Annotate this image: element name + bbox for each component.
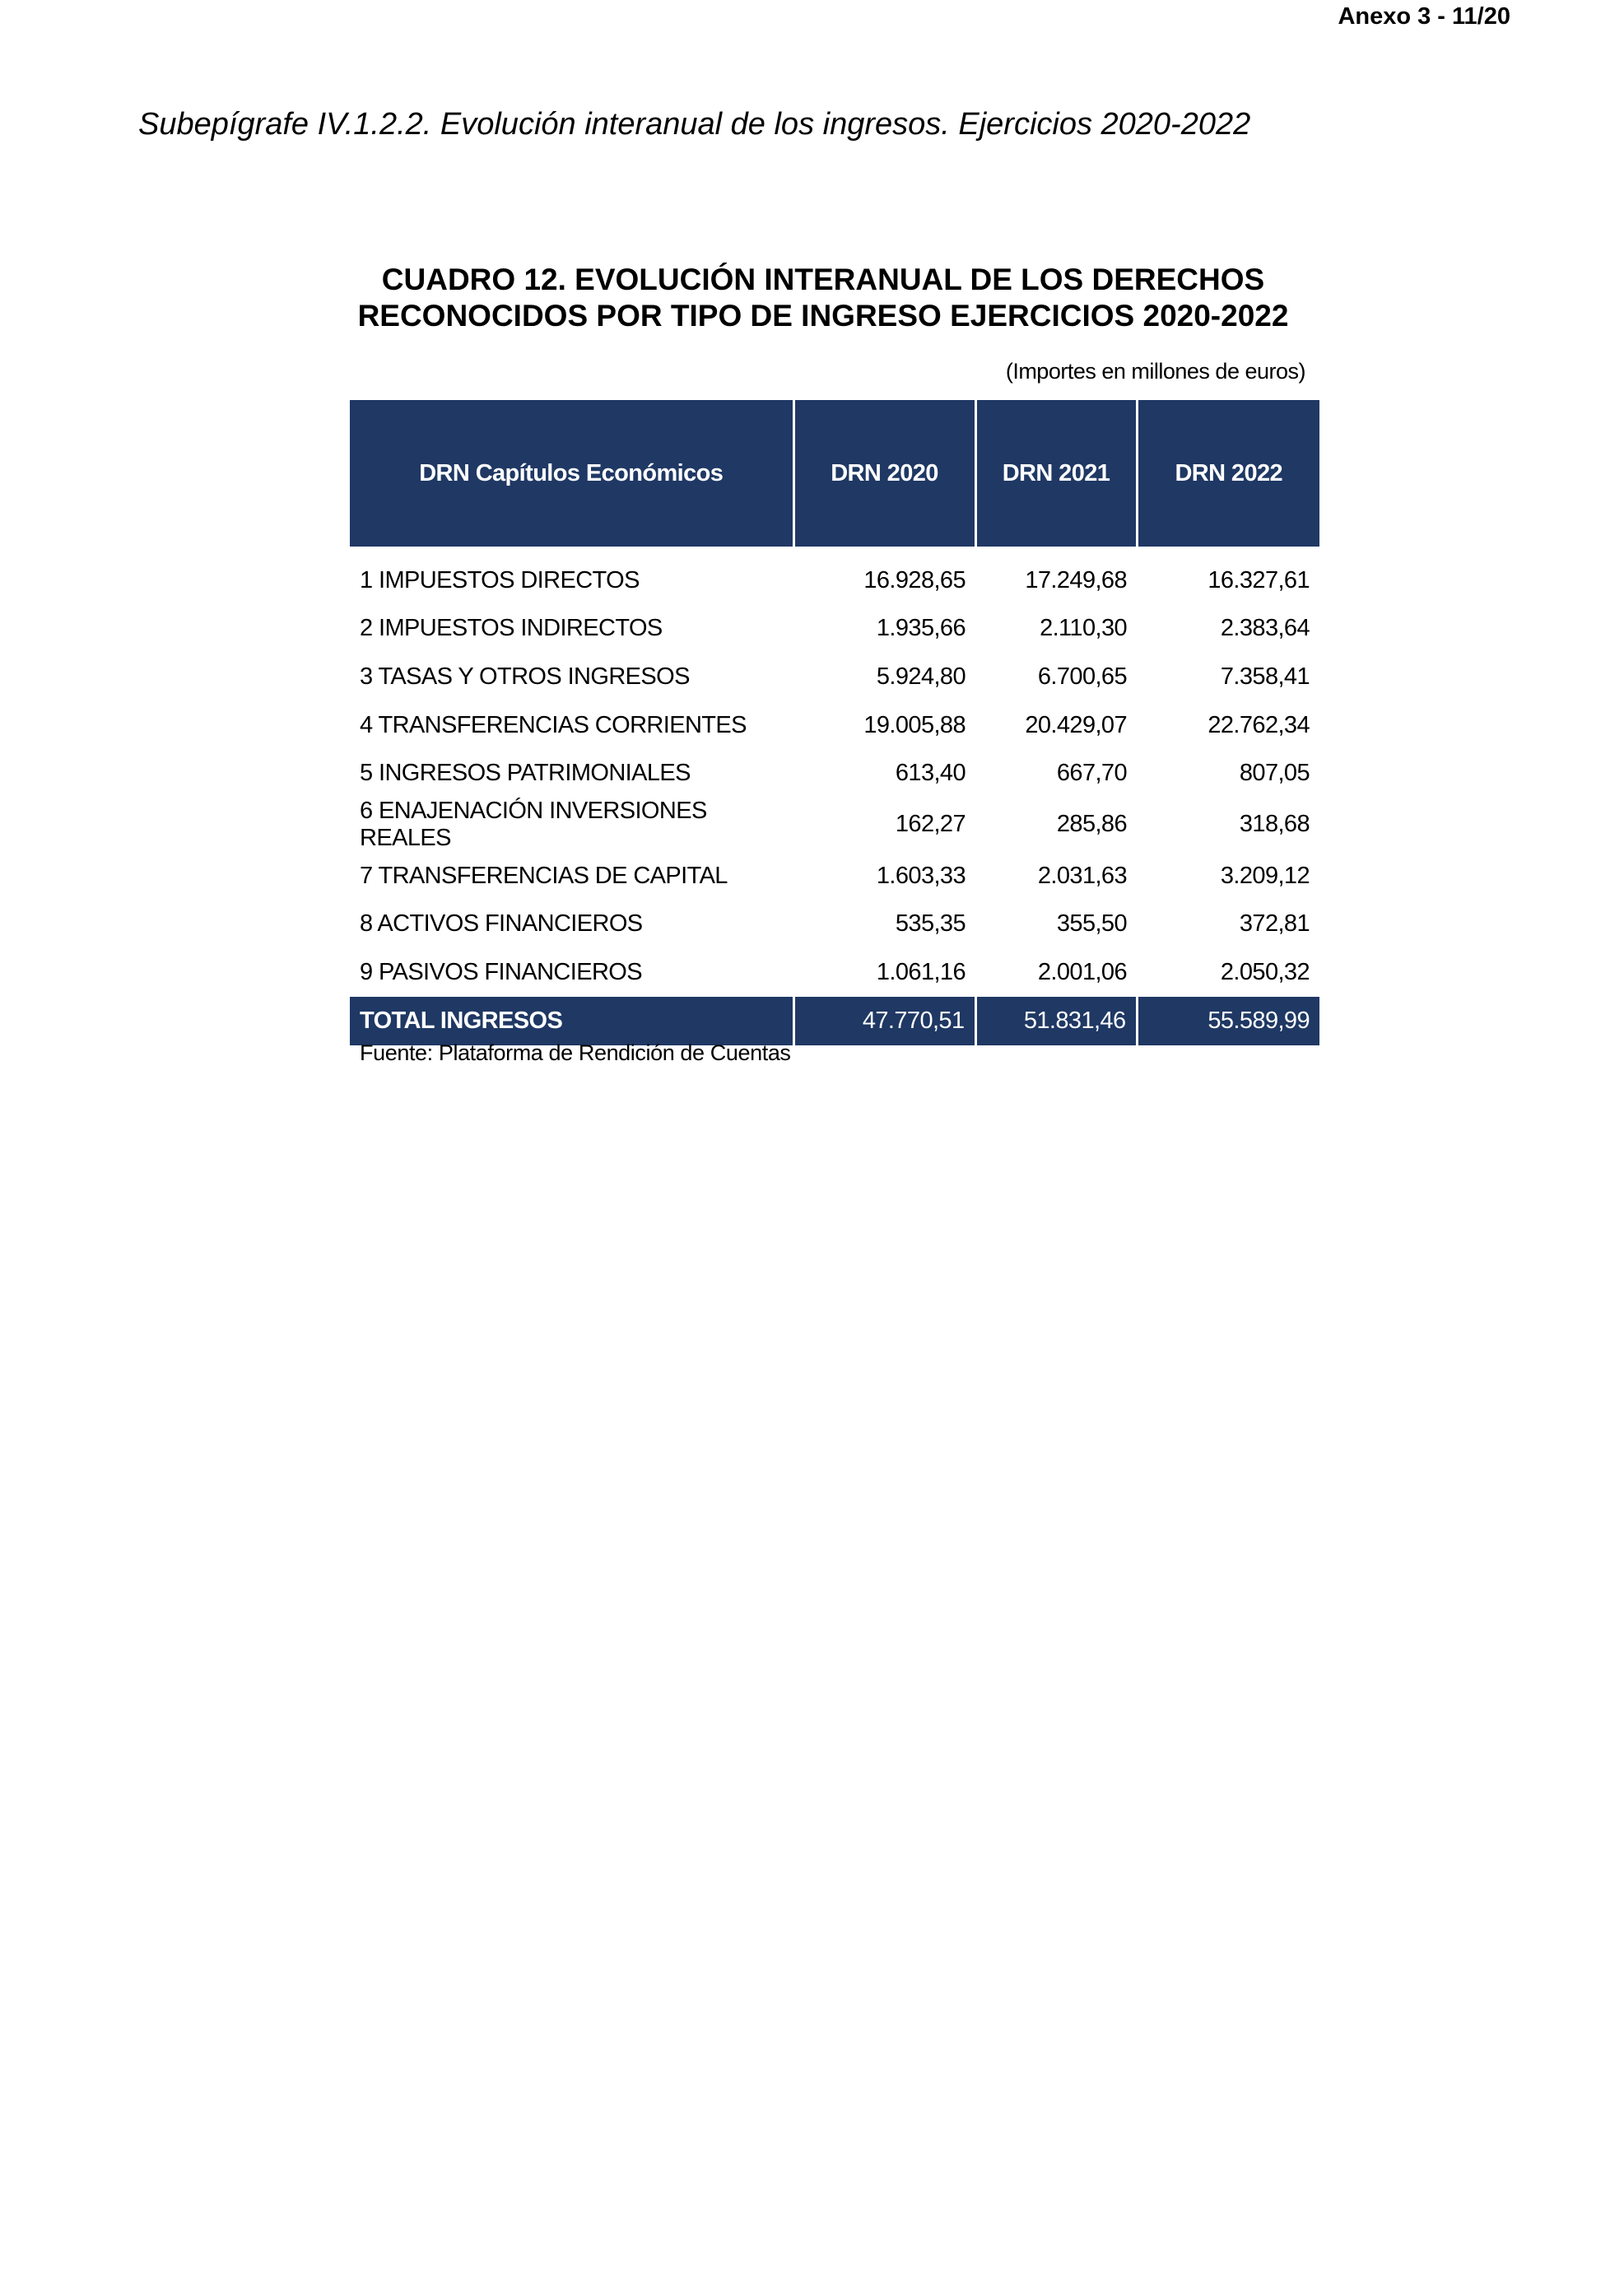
row-value-cell: 535,35	[895, 910, 966, 938]
header-chapter: DRN Capítulos Económicos	[350, 400, 793, 547]
row-value-cell: 7.358,41	[1220, 663, 1310, 690]
table-row	[350, 798, 1319, 852]
row-value-cell: 1.935,66	[876, 615, 966, 642]
total-value-cell: 51.831,46	[975, 997, 1137, 1045]
table-header-row	[350, 400, 1319, 547]
table-title-line-1: CUADRO 12. EVOLUCIÓN INTERANUAL DE LOS DERECHOS	[381, 263, 1265, 296]
row-chapter-cell: 4 TRANSFERENCIAS CORRIENTES	[360, 711, 747, 738]
total-row	[350, 997, 1319, 1045]
row-value-cell: 2.050,32	[1220, 958, 1310, 985]
total-label-cell: TOTAL INGRESOS	[350, 997, 793, 1045]
table-body	[350, 547, 1319, 1045]
table-title-line-2: RECONOCIDOS POR TIPO DE INGRESO EJERCICIOS 2020-2022	[357, 299, 1289, 333]
table-row	[350, 701, 1319, 750]
row-value-cell: 162,27	[895, 811, 966, 838]
row-value-cell: 285,86	[1056, 811, 1127, 838]
row-value-cell: 16.928,65	[863, 566, 966, 593]
table-row	[350, 605, 1319, 654]
row-value-cell: 355,50	[1056, 910, 1127, 938]
row-value-cell: 372,81	[1239, 910, 1310, 938]
row-chapter-cell: 1 IMPUESTOS DIRECTOS	[360, 566, 640, 593]
total-value-cell: 55.589,99	[1137, 997, 1319, 1045]
row-chapter-cell: 3 TASAS Y OTROS INGRESOS	[360, 663, 690, 690]
table-row	[350, 556, 1319, 605]
table-row	[350, 901, 1319, 949]
table-row	[350, 852, 1319, 901]
row-value-cell: 17.249,68	[1025, 566, 1127, 593]
row-chapter-cell: 8 ACTIVOS FINANCIEROS	[360, 910, 643, 938]
row-value-cell: 2.001,06	[1037, 958, 1127, 985]
row-value-cell: 318,68	[1239, 811, 1310, 838]
table-title	[329, 262, 1317, 334]
section-subheading: Subepígrafe IV.1.2.2. Evolución interanual de los ingresos. Ejercicios 2020-2022	[138, 107, 1251, 142]
row-value-cell: 2.383,64	[1220, 615, 1310, 642]
row-value-cell: 20.429,07	[1025, 711, 1127, 738]
spacer-cell	[350, 547, 1319, 556]
row-value-cell: 5.924,80	[876, 663, 966, 690]
row-chapter-cell: 5 INGRESOS PATRIMONIALES	[360, 760, 691, 787]
units-note: (Importes en millones de euros)	[1005, 359, 1305, 384]
row-value-cell: 19.005,88	[863, 711, 966, 738]
row-value-cell: 6.700,65	[1037, 663, 1127, 690]
row-value-cell: 1.603,33	[876, 862, 966, 889]
table-row	[350, 749, 1319, 798]
income-evolution-table	[350, 400, 1319, 1045]
row-chapter-cell: 2 IMPUESTOS INDIRECTOS	[360, 615, 663, 642]
row-chapter-cell: 7 TRANSFERENCIAS DE CAPITAL	[360, 862, 728, 889]
row-value-cell: 613,40	[895, 760, 966, 787]
header-drn-2020: DRN 2020	[793, 400, 975, 547]
row-chapter-cell: 9 PASIVOS FINANCIEROS	[360, 958, 643, 985]
header-drn-2021: DRN 2021	[975, 400, 1137, 547]
row-value-cell: 2.110,30	[1040, 615, 1127, 642]
annex-page-label: Anexo 3 - 11/20	[1338, 3, 1510, 30]
row-value-cell: 16.327,61	[1208, 566, 1310, 593]
row-value-cell: 3.209,12	[1220, 862, 1310, 889]
row-value-cell: 1.061,16	[876, 958, 966, 985]
row-value-cell: 22.762,34	[1208, 711, 1310, 738]
row-chapter-cell: 6 ENAJENACIÓN INVERSIONES REALES	[360, 797, 707, 851]
row-value-cell: 807,05	[1239, 760, 1310, 787]
total-value-cell: 47.770,51	[793, 997, 975, 1045]
source-note: Fuente: Plataforma de Rendición de Cuentas	[360, 1040, 791, 1065]
header-drn-2022: DRN 2022	[1137, 400, 1319, 547]
row-value-cell: 2.031,63	[1037, 862, 1127, 889]
row-value-cell: 667,70	[1056, 760, 1127, 787]
table-row	[350, 653, 1319, 701]
table-spacer	[350, 547, 1319, 556]
table-row	[350, 948, 1319, 997]
